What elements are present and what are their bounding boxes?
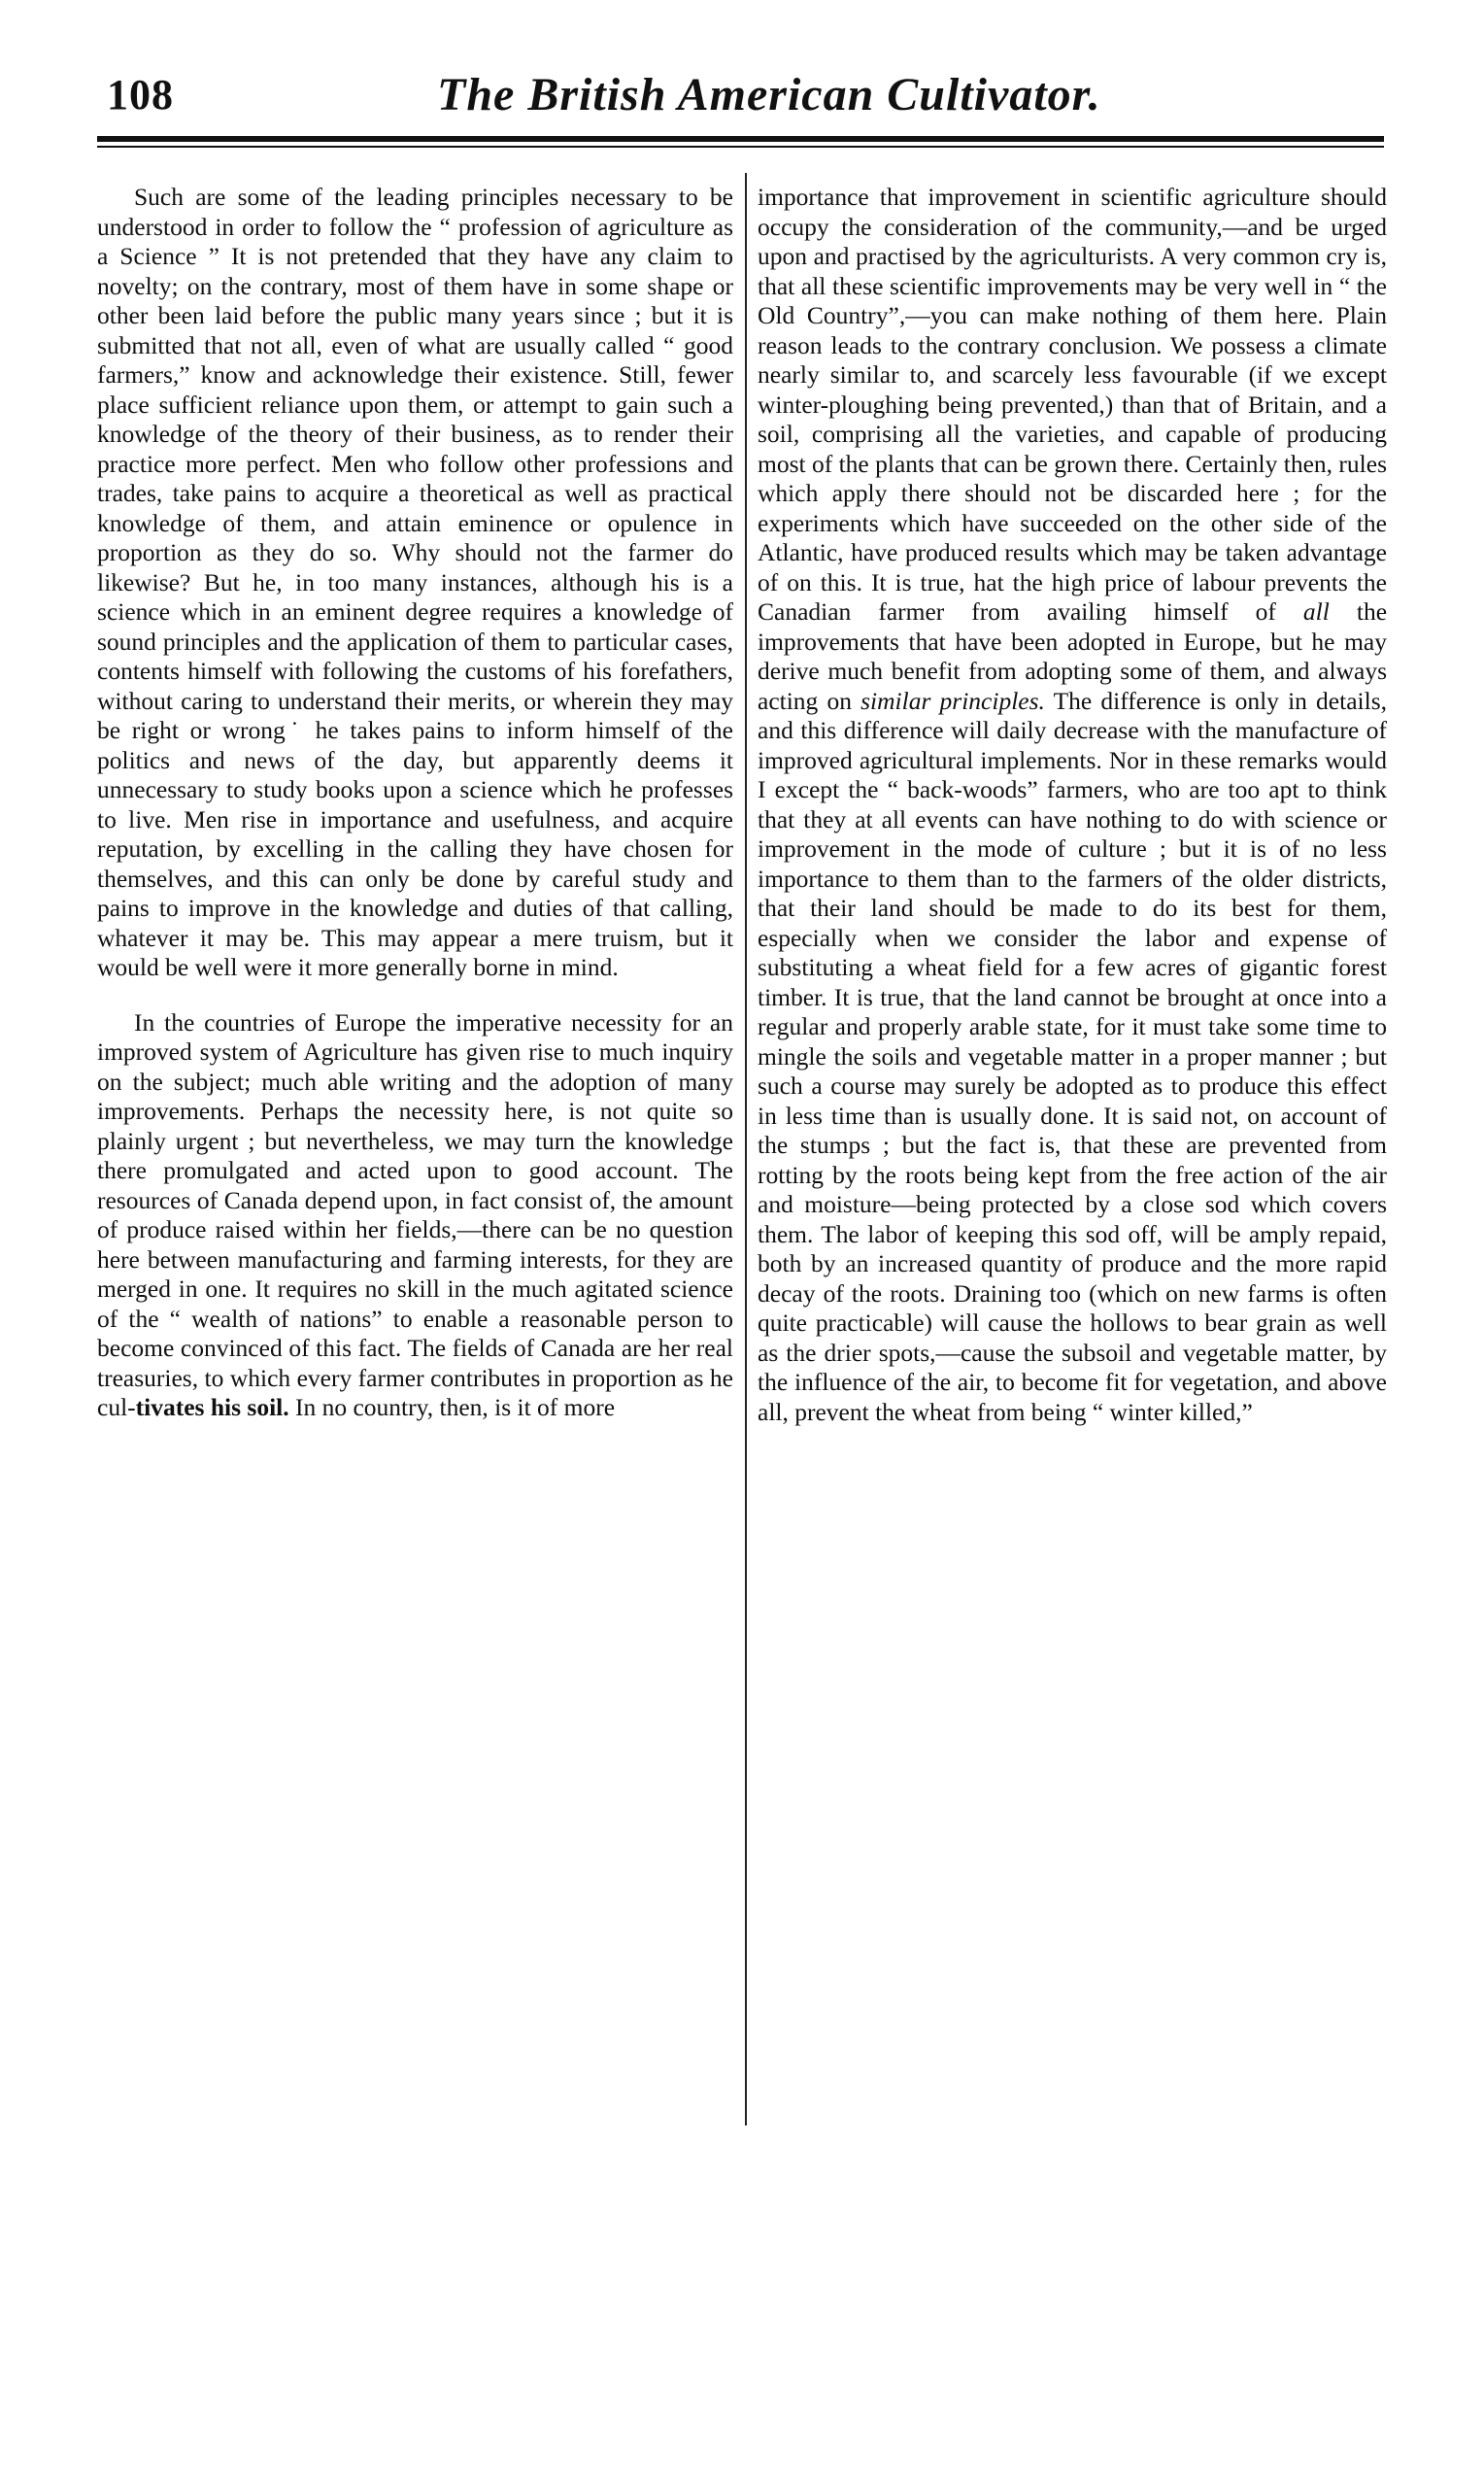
paragraph-europe-bold: tivates his soil. <box>135 1393 289 1421</box>
paragraph-continuation <box>758 183 1387 1427</box>
continuation-emphasis-principles: similar principles. <box>860 686 1045 715</box>
right-column <box>758 183 1387 1427</box>
continuation-text-1: importance that improvement in scientific agriculture should occupy the consideration of the community,—and be urged upon and practised by the agriculturists. A very common cry is, that all these scientific improvements may be very well in “ the Old Country”,—you can make nothing of them here. Plain reason leads to the contrary conclusion. We possess a climate nearly similar to, and scarcely less favourable (if we except winter-ploughing being prevented,) than that of Britain, and a soil, comprising all the varieties, and capable of producing most of the plants that can be grown there. Certainly then, rules which apply there should not be discarded here ; for the experiments which have succeeded on the other side of the Atlantic, have produced results which may be taken advantage of on this. It is true, hat the high price of labour prevents the Canadian farmer from availing himself of <box>758 183 1387 626</box>
left-column <box>97 183 733 1423</box>
paragraph-europe <box>97 1008 733 1423</box>
continuation-text-2: the improvements that have been adopted in Europe, but he may derive much benefit from adopting some of them, and always acting on <box>758 597 1388 715</box>
header-rule-thick <box>97 136 1384 142</box>
page-number: 108 <box>107 71 174 119</box>
continuation-text-3: The difference is only in details, and this difference will daily decrease with the manufacture of improved agricultural implements. Nor in these remarks would I except the “ back-woods” farmers, who are too apt to think that they at all events can have nothing to do with science or improvement in the mode of culture ; but it is of no less importance to them than to the farmers of the older districts, that their land should be made to do its best for them, especially when we consider the labor and expense of substituting a wheat field for a few acres of gigantic forest timber. It is true, that the land cannot be brought at once into a regular and properly arable state, for it must take some time to mingle the soils and vegetable matter in a proper manner ; but such a course may surely be adopted as to produce this effect in less time than is usually done. It is said not, on account of the stumps ; but the fact is, that these are prevented from rotting by the roots being kept from the free action of the air and moisture—being protected by a close sod which covers them. The labor of keeping this sod off, will be amply repaid, both by an increased quantity of produce and the more rapid decay of the roots. Draining too (which on new farms is often quite practicable) will cause the hollows to bear grain as well as the drier spots,—cause the subsoil and vegetable matter, by the influence of the air, to become fit for vegetation, and above all, prevent the wheat from being “ winter killed,” <box>758 686 1387 1426</box>
page-header <box>107 70 1391 128</box>
paragraph-europe-text: In the countries of Europe the imperative necessity for an improved system of Agriculture has given rise to much inquiry on the subject; much able writing and the adoption of many improvements. Perhaps the necessity here, is not quite so plainly urgent ; but nevertheless, we may turn the knowledge there promulgated and acted upon to good account. The resources of Canada depend upon, in fact consist of, the amount of produce raised within her fields,—there can be no question here between manufacturing and farming interests, for they are merged in one. It requires no skill in the much agitated science of the “ wealth of nations” to enable a reasonable person to become convinced of this fact. The fields of Canada are her real treasuries, to which every farmer contributes in proportion as he cul- <box>97 1007 733 1421</box>
paragraph-europe-end: In no country, then, is it of more <box>295 1393 616 1421</box>
running-title: The British American Cultivator. <box>437 69 1101 120</box>
paragraph-principles: Such are some of the leading principles necessary to be understood in order to follow the “ profession of agriculture as a Science ” It is not pretended that they have any claim to novelty; on the contrary, most of them have in some shape or other been laid before the public many years since ; but it is submitted that not all, even of what are usually called “ good farmers,” know and acknowledge their existence. Still, fewer place sufficient reliance upon them, or attempt to gain such a knowledge of the theory of their business, as to render their practice more perfect. Men who follow other professions and trades, take pains to acquire a theoretical as well as practical knowledge of them, and attain eminence or opulence in proportion as they do so. Why should not the farmer do likewise? But he, in too many instances, although his is a science which in an eminent degree requires a knowledge of sound principles and the application of them to particular cases, contents himself with following the customs of his forefathers, without caring to understand their merits, or wherein they may be right or wrong˙ he takes pains to inform himself of the politics and news of the day, but apparently deems it unnecessary to study books upon a science which he professes to live. Men rise in importance and usefulness, and acquire reputation, by excelling in the calling they have chosen for themselves, and this can only be done by careful study and pains to improve in the knowledge and duties of that calling, whatever it may be. This may appear a mere truism, but it would be well were it more generally borne in mind. <box>97 183 733 981</box>
continuation-emphasis-all: all <box>1302 597 1330 626</box>
column-divider <box>745 173 747 2125</box>
header-rule-thin <box>97 146 1384 148</box>
